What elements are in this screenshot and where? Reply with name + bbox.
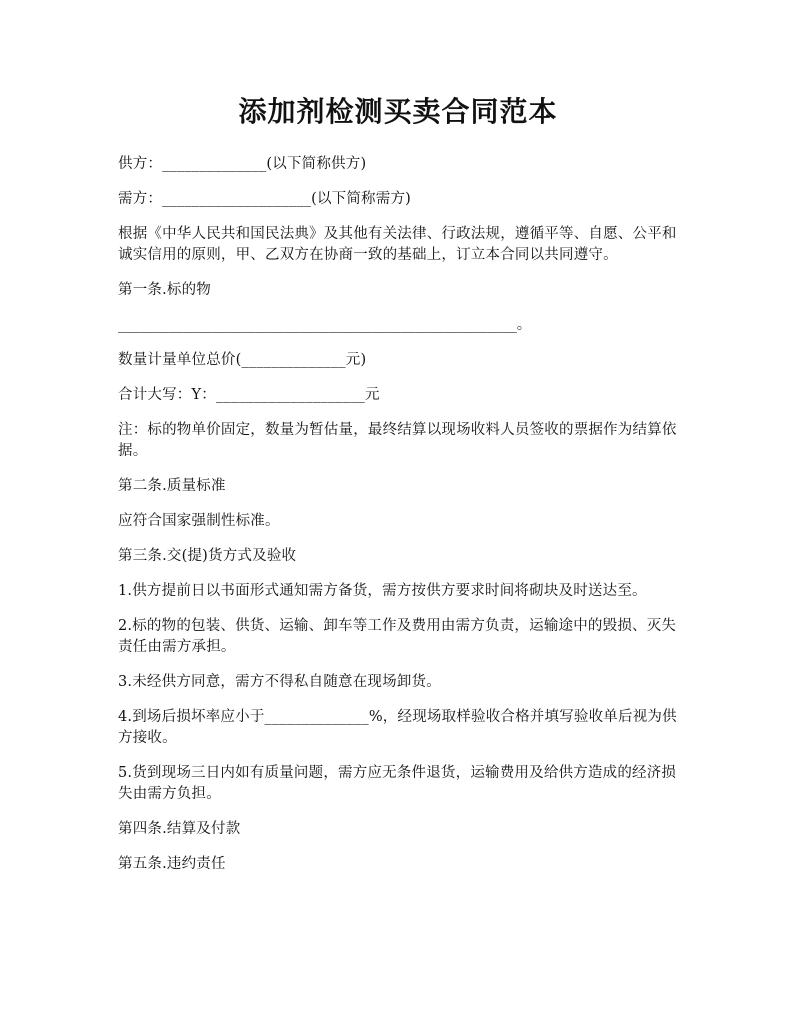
clause-3-2: 2.标的物的包装、供货、运输、卸车等工作及费用由需方负责，运输途中的毁损、灭失责任由需方承担。	[118, 618, 677, 655]
document-title: 添加剂检测买卖合同范本	[238, 95, 558, 128]
note-paragraph: 注：标的物单价固定，数量为暂估量，最终结算以现场收料人员签收的票据作为结算依据。	[118, 422, 677, 459]
clause-3-3: 3.未经供方同意，需方不得私自随意在现场卸货。	[118, 674, 441, 690]
article-1-heading: 第一条.标的物	[118, 282, 212, 298]
clause-3-5: 5.货到现场三日内如有质量问题，需方应无条件退货，运输费用及给供方造成的经济损失由需方负担。	[118, 765, 677, 802]
article-5-heading: 第五条.违约责任	[118, 856, 226, 872]
preamble-paragraph: 根据《中华人民共和国民法典》及其他有关法律、行政法规，遵循平等、自愿、公平和诚实信用的原则，甲、乙双方在协商一致的基础上，订立本合同以共同遵守。	[118, 226, 677, 263]
subject-blank-line: _______________________________________________________。	[118, 317, 532, 333]
supplier-line: 供方：______________(以下简称供方)	[118, 156, 367, 172]
total-amount-line: 合计大写：Y：____________________元	[118, 387, 380, 403]
quality-standard-text: 应符合国家强制性标准。	[118, 513, 280, 529]
clause-3-1: 1.供方提前日以书面形式通知需方备货，需方按供方要求时间将砌块及时送达至。	[118, 583, 647, 599]
article-2-heading: 第二条.质量标准	[118, 478, 226, 494]
article-4-heading: 第四条.结算及付款	[118, 821, 241, 837]
quantity-price-line: 数量计量单位总价(______________元)	[118, 352, 367, 368]
article-3-heading: 第三条.交(提)货方式及验收	[118, 548, 297, 564]
clause-3-4: 4.到场后损坏率应小于______________%，经现场取样验收合格并填写验收单后视为供方接收。	[118, 709, 677, 746]
buyer-line: 需方：____________________(以下简称需方)	[118, 191, 412, 207]
